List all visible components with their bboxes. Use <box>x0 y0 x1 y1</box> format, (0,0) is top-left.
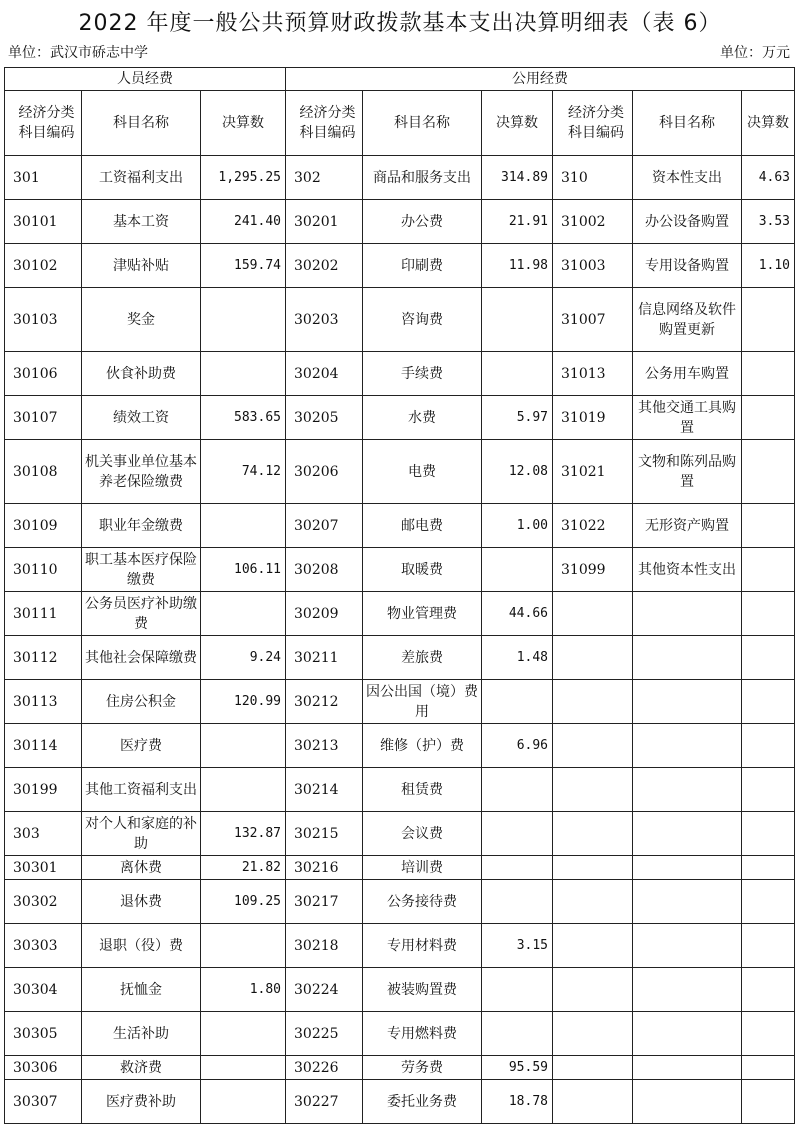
cell-amount-personnel <box>201 352 286 396</box>
cell-amount-capital <box>742 1056 795 1080</box>
cell-name-capital <box>633 724 742 768</box>
cell-amount-personnel: 1.80 <box>201 968 286 1012</box>
cell-code-capital <box>553 924 633 968</box>
cell-code-goods-services: 30226 <box>286 1056 363 1080</box>
cell-name-goods-services: 会议费 <box>363 812 482 856</box>
cell-name-capital: 办公设备购置 <box>633 200 742 244</box>
cell-amount-personnel: 1,295.25 <box>201 156 286 200</box>
cell-amount-goods-services <box>482 680 553 724</box>
cell-amount-personnel: 109.25 <box>201 880 286 924</box>
header-name: 科目名称 <box>633 91 742 156</box>
cell-amount-goods-services <box>482 968 553 1012</box>
cell-amount-goods-services: 5.97 <box>482 396 553 440</box>
cell-name-personnel: 伙食补助费 <box>82 352 201 396</box>
cell-amount-personnel: 583.65 <box>201 396 286 440</box>
table-row <box>5 440 795 504</box>
cell-amount-capital: 4.63 <box>742 156 795 200</box>
header-name: 科目名称 <box>82 91 201 156</box>
table-row <box>5 592 795 636</box>
cell-name-personnel: 生活补助 <box>82 1012 201 1056</box>
cell-code-personnel: 30107 <box>5 396 82 440</box>
cell-amount-goods-services <box>482 880 553 924</box>
cell-name-capital: 文物和陈列品购置 <box>633 440 742 504</box>
cell-amount-goods-services: 18.78 <box>482 1080 553 1124</box>
cell-name-personnel: 其他社会保障缴费 <box>82 636 201 680</box>
cell-name-capital <box>633 680 742 724</box>
cell-code-goods-services: 30212 <box>286 680 363 724</box>
cell-code-capital <box>553 680 633 724</box>
cell-name-capital <box>633 856 742 880</box>
cell-name-goods-services: 咨询费 <box>363 288 482 352</box>
cell-code-personnel: 30307 <box>5 1080 82 1124</box>
cell-name-personnel: 退休费 <box>82 880 201 924</box>
cell-amount-goods-services <box>482 812 553 856</box>
cell-amount-personnel: 132.87 <box>201 812 286 856</box>
cell-name-goods-services: 公务接待费 <box>363 880 482 924</box>
cell-code-capital <box>553 856 633 880</box>
cell-code-goods-services: 30216 <box>286 856 363 880</box>
cell-code-capital <box>553 812 633 856</box>
cell-code-personnel: 30199 <box>5 768 82 812</box>
cell-code-goods-services: 30202 <box>286 244 363 288</box>
header-code: 经济分类科目编码 <box>286 91 363 156</box>
cell-name-goods-services: 办公费 <box>363 200 482 244</box>
cell-code-capital <box>553 1012 633 1056</box>
cell-amount-capital <box>742 288 795 352</box>
cell-amount-goods-services <box>482 352 553 396</box>
cell-name-capital <box>633 592 742 636</box>
table-row <box>5 352 795 396</box>
cell-code-personnel: 30303 <box>5 924 82 968</box>
cell-name-capital <box>633 880 742 924</box>
cell-amount-goods-services: 6.96 <box>482 724 553 768</box>
table-row <box>5 548 795 592</box>
table-row <box>5 856 795 880</box>
cell-code-personnel: 30112 <box>5 636 82 680</box>
cell-code-personnel: 30114 <box>5 724 82 768</box>
cell-code-personnel: 30103 <box>5 288 82 352</box>
cell-name-personnel: 抚恤金 <box>82 968 201 1012</box>
cell-code-personnel: 30111 <box>5 592 82 636</box>
cell-name-goods-services: 电费 <box>363 440 482 504</box>
cell-code-goods-services: 30204 <box>286 352 363 396</box>
cell-code-goods-services: 30227 <box>286 1080 363 1124</box>
cell-code-goods-services: 30217 <box>286 880 363 924</box>
table-row <box>5 680 795 724</box>
cell-name-goods-services: 维修（护）费 <box>363 724 482 768</box>
group-header-public: 公用经费 <box>286 68 795 91</box>
cell-amount-personnel: 106.11 <box>201 548 286 592</box>
table-row <box>5 244 795 288</box>
cell-code-personnel: 30305 <box>5 1012 82 1056</box>
header-amount: 决算数 <box>201 91 286 156</box>
cell-name-goods-services: 培训费 <box>363 856 482 880</box>
header-code: 经济分类科目编码 <box>5 91 82 156</box>
cell-name-personnel: 医疗费补助 <box>82 1080 201 1124</box>
cell-amount-personnel: 9.24 <box>201 636 286 680</box>
cell-name-goods-services: 被装购置费 <box>363 968 482 1012</box>
cell-amount-capital <box>742 548 795 592</box>
cell-amount-personnel: 120.99 <box>201 680 286 724</box>
cell-name-goods-services: 物业管理费 <box>363 592 482 636</box>
cell-code-goods-services: 30211 <box>286 636 363 680</box>
cell-code-goods-services: 30206 <box>286 440 363 504</box>
cell-code-personnel: 30306 <box>5 1056 82 1080</box>
cell-name-personnel: 退职（役）费 <box>82 924 201 968</box>
cell-name-personnel: 职工基本医疗保险缴费 <box>82 548 201 592</box>
cell-code-capital: 310 <box>553 156 633 200</box>
cell-code-personnel: 30113 <box>5 680 82 724</box>
cell-amount-goods-services: 314.89 <box>482 156 553 200</box>
cell-code-capital: 31099 <box>553 548 633 592</box>
cell-amount-goods-services: 12.08 <box>482 440 553 504</box>
cell-name-personnel: 职业年金缴费 <box>82 504 201 548</box>
cell-name-capital <box>633 812 742 856</box>
cell-amount-goods-services <box>482 856 553 880</box>
cell-code-goods-services: 30214 <box>286 768 363 812</box>
cell-name-capital: 其他资本性支出 <box>633 548 742 592</box>
cell-code-capital: 31013 <box>553 352 633 396</box>
cell-name-personnel: 离休费 <box>82 856 201 880</box>
cell-code-capital <box>553 880 633 924</box>
table-row <box>5 396 795 440</box>
unit-organization: 单位：武汉市硚志中学 <box>8 45 148 61</box>
cell-code-personnel: 30109 <box>5 504 82 548</box>
cell-name-personnel: 基本工资 <box>82 200 201 244</box>
cell-name-capital <box>633 768 742 812</box>
cell-name-capital: 专用设备购置 <box>633 244 742 288</box>
table-row <box>5 1056 795 1080</box>
cell-amount-capital: 1.10 <box>742 244 795 288</box>
cell-amount-personnel: 74.12 <box>201 440 286 504</box>
cell-code-goods-services: 30207 <box>286 504 363 548</box>
cell-amount-personnel <box>201 504 286 548</box>
cell-name-personnel: 住房公积金 <box>82 680 201 724</box>
expenditure-table <box>4 67 795 1124</box>
cell-name-personnel: 医疗费 <box>82 724 201 768</box>
cell-amount-capital <box>742 812 795 856</box>
cell-code-personnel: 30304 <box>5 968 82 1012</box>
table-row <box>5 636 795 680</box>
cell-code-capital <box>553 592 633 636</box>
cell-code-capital <box>553 1056 633 1080</box>
cell-amount-capital <box>742 856 795 880</box>
cell-amount-capital <box>742 396 795 440</box>
cell-code-personnel: 30302 <box>5 880 82 924</box>
cell-code-goods-services: 302 <box>286 156 363 200</box>
cell-amount-goods-services: 3.15 <box>482 924 553 968</box>
cell-amount-capital: 3.53 <box>742 200 795 244</box>
cell-name-goods-services: 租赁费 <box>363 768 482 812</box>
cell-name-personnel: 公务员医疗补助缴费 <box>82 592 201 636</box>
cell-amount-goods-services <box>482 548 553 592</box>
cell-name-goods-services: 专用材料费 <box>363 924 482 968</box>
cell-code-capital: 31002 <box>553 200 633 244</box>
table-row <box>5 968 795 1012</box>
table-row <box>5 924 795 968</box>
cell-amount-capital <box>742 1080 795 1124</box>
table-row <box>5 1080 795 1124</box>
cell-code-capital <box>553 636 633 680</box>
cell-code-capital: 31003 <box>553 244 633 288</box>
cell-amount-capital <box>742 680 795 724</box>
cell-amount-capital <box>742 1012 795 1056</box>
table-row <box>5 768 795 812</box>
cell-code-personnel: 30301 <box>5 856 82 880</box>
cell-code-goods-services: 30203 <box>286 288 363 352</box>
cell-name-goods-services: 因公出国（境）费用 <box>363 680 482 724</box>
cell-amount-goods-services: 1.48 <box>482 636 553 680</box>
cell-name-capital <box>633 636 742 680</box>
cell-code-goods-services: 30201 <box>286 200 363 244</box>
cell-code-capital <box>553 768 633 812</box>
page-title: 2022 年度一般公共预算财政拨款基本支出决算明细表（表 6） <box>78 11 722 36</box>
cell-amount-capital <box>742 592 795 636</box>
cell-amount-goods-services: 44.66 <box>482 592 553 636</box>
cell-code-goods-services: 30225 <box>286 1012 363 1056</box>
cell-name-personnel: 救济费 <box>82 1056 201 1080</box>
cell-code-goods-services: 30213 <box>286 724 363 768</box>
table-row <box>5 156 795 200</box>
cell-name-goods-services: 差旅费 <box>363 636 482 680</box>
table-row <box>5 288 795 352</box>
cell-name-goods-services: 劳务费 <box>363 1056 482 1080</box>
column-header-row <box>5 91 795 156</box>
cell-amount-capital <box>742 880 795 924</box>
cell-code-personnel: 303 <box>5 812 82 856</box>
cell-code-goods-services: 30209 <box>286 592 363 636</box>
cell-amount-goods-services <box>482 768 553 812</box>
cell-name-capital: 无形资产购置 <box>633 504 742 548</box>
cell-amount-goods-services <box>482 288 553 352</box>
cell-code-capital: 31019 <box>553 396 633 440</box>
cell-code-personnel: 30102 <box>5 244 82 288</box>
table-row <box>5 504 795 548</box>
cell-amount-personnel: 241.40 <box>201 200 286 244</box>
cell-code-goods-services: 30205 <box>286 396 363 440</box>
cell-name-capital <box>633 1080 742 1124</box>
cell-amount-capital <box>742 440 795 504</box>
cell-amount-capital <box>742 968 795 1012</box>
cell-code-goods-services: 30218 <box>286 924 363 968</box>
cell-code-goods-services: 30208 <box>286 548 363 592</box>
group-header-personnel: 人员经费 <box>5 68 286 91</box>
cell-code-personnel: 30106 <box>5 352 82 396</box>
cell-code-capital: 31021 <box>553 440 633 504</box>
cell-name-personnel: 机关事业单位基本养老保险缴费 <box>82 440 201 504</box>
cell-name-goods-services: 印刷费 <box>363 244 482 288</box>
cell-name-capital: 公务用车购置 <box>633 352 742 396</box>
header-name: 科目名称 <box>363 91 482 156</box>
cell-amount-personnel <box>201 288 286 352</box>
cell-code-goods-services: 30215 <box>286 812 363 856</box>
cell-name-capital <box>633 1056 742 1080</box>
cell-code-goods-services: 30224 <box>286 968 363 1012</box>
unit-currency: 单位：万元 <box>720 45 790 61</box>
table-row <box>5 200 795 244</box>
cell-amount-capital <box>742 352 795 396</box>
cell-code-personnel: 30108 <box>5 440 82 504</box>
table-row <box>5 724 795 768</box>
cell-amount-goods-services: 95.59 <box>482 1056 553 1080</box>
cell-name-goods-services: 委托业务费 <box>363 1080 482 1124</box>
cell-code-capital <box>553 1080 633 1124</box>
cell-name-capital: 资本性支出 <box>633 156 742 200</box>
cell-amount-personnel <box>201 1056 286 1080</box>
cell-name-goods-services: 商品和服务支出 <box>363 156 482 200</box>
table-row <box>5 812 795 856</box>
cell-amount-capital <box>742 924 795 968</box>
header-amount: 决算数 <box>482 91 553 156</box>
cell-amount-goods-services: 21.91 <box>482 200 553 244</box>
cell-amount-capital <box>742 724 795 768</box>
cell-amount-personnel: 21.82 <box>201 856 286 880</box>
cell-name-personnel: 工资福利支出 <box>82 156 201 200</box>
cell-code-personnel: 301 <box>5 156 82 200</box>
cell-code-capital <box>553 968 633 1012</box>
cell-code-capital: 31022 <box>553 504 633 548</box>
cell-code-capital: 31007 <box>553 288 633 352</box>
cell-name-goods-services: 专用燃料费 <box>363 1012 482 1056</box>
group-header-row <box>5 68 795 91</box>
header-amount: 决算数 <box>742 91 795 156</box>
cell-name-personnel: 奖金 <box>82 288 201 352</box>
header-code: 经济分类科目编码 <box>553 91 633 156</box>
cell-name-goods-services: 水费 <box>363 396 482 440</box>
cell-code-capital <box>553 724 633 768</box>
cell-amount-goods-services: 1.00 <box>482 504 553 548</box>
cell-amount-personnel <box>201 1080 286 1124</box>
cell-amount-goods-services <box>482 1012 553 1056</box>
cell-amount-personnel <box>201 724 286 768</box>
table-row <box>5 1012 795 1056</box>
cell-name-personnel: 对个人和家庭的补助 <box>82 812 201 856</box>
cell-name-capital <box>633 924 742 968</box>
cell-amount-personnel: 159.74 <box>201 244 286 288</box>
cell-amount-goods-services: 11.98 <box>482 244 553 288</box>
cell-name-capital <box>633 1012 742 1056</box>
cell-amount-personnel <box>201 592 286 636</box>
cell-name-goods-services: 邮电费 <box>363 504 482 548</box>
cell-name-personnel: 津贴补贴 <box>82 244 201 288</box>
cell-amount-capital <box>742 504 795 548</box>
cell-code-personnel: 30101 <box>5 200 82 244</box>
cell-name-personnel: 其他工资福利支出 <box>82 768 201 812</box>
cell-name-goods-services: 取暖费 <box>363 548 482 592</box>
cell-amount-personnel <box>201 924 286 968</box>
cell-name-personnel: 绩效工资 <box>82 396 201 440</box>
cell-code-personnel: 30110 <box>5 548 82 592</box>
cell-name-capital <box>633 968 742 1012</box>
cell-name-goods-services: 手续费 <box>363 352 482 396</box>
cell-name-capital: 信息网络及软件购置更新 <box>633 288 742 352</box>
cell-amount-personnel <box>201 768 286 812</box>
cell-amount-capital <box>742 768 795 812</box>
cell-amount-capital <box>742 636 795 680</box>
cell-name-capital: 其他交通工具购置 <box>633 396 742 440</box>
cell-amount-personnel <box>201 1012 286 1056</box>
table-row <box>5 880 795 924</box>
